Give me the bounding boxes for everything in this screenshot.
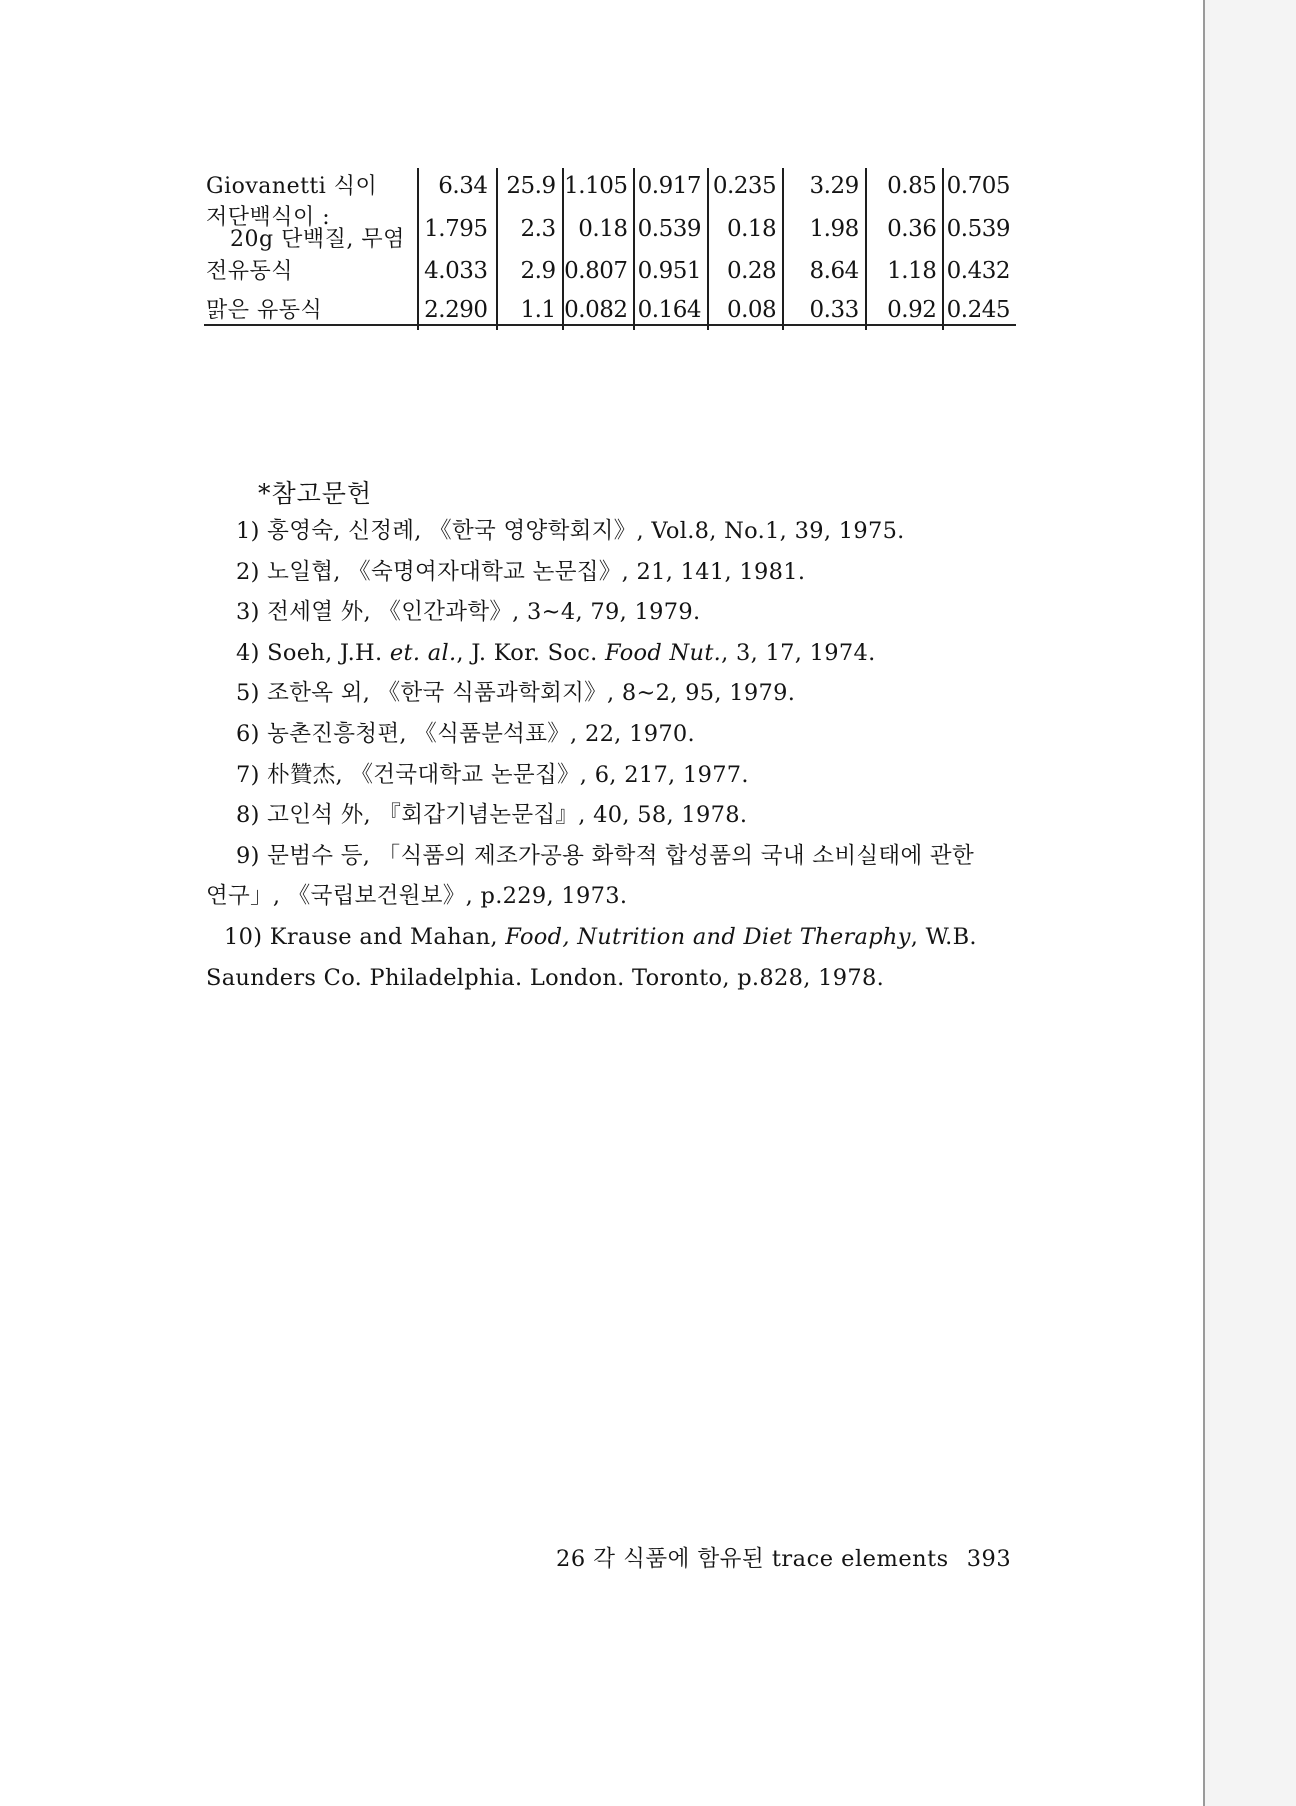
reference-number: 9) <box>236 842 260 869</box>
reference-text: 연구」, 《국립보건원보》, p.229, 1973. <box>206 883 628 910</box>
table-cell: 2.3 <box>497 205 563 253</box>
table-bottom-rule <box>204 324 1016 326</box>
reference-text-part: , W.B. <box>910 923 977 950</box>
trace-elements-table <box>206 168 1016 330</box>
table-cell: 1.105 <box>563 168 635 205</box>
table-cell: 0.18 <box>708 205 783 253</box>
table-cell: 6.34 <box>418 168 497 205</box>
row-label: 맑은 유동식 <box>206 297 323 323</box>
list-item-continuation <box>206 878 1026 919</box>
table-cell: 0.807 <box>563 253 635 290</box>
table-cell: 0.164 <box>634 290 708 330</box>
list-item <box>206 675 1026 716</box>
table-cell: 0.33 <box>783 290 866 330</box>
reference-text: 노일협, 《숙명여자대학교 논문집》, 21, 141, 1981. <box>267 558 806 585</box>
table-row <box>206 205 1016 253</box>
list-item-continuation <box>206 960 1026 1001</box>
running-title: 26 각 식품에 함유된 trace elements <box>556 1546 949 1572</box>
table-cell: 0.235 <box>708 168 783 205</box>
viewer-background <box>1205 0 1296 1806</box>
references-heading: *참고문헌 <box>258 479 373 508</box>
table-cell: 0.18 <box>563 205 635 253</box>
list-item <box>206 757 1026 798</box>
reference-number: 7) <box>236 761 260 788</box>
table-cell: 0.917 <box>634 168 708 205</box>
reference-journal-italic: Food Nut. <box>605 639 722 666</box>
reference-text: Saunders Co. Philadelphia. London. Toronto, p.828, 1978. <box>206 964 885 991</box>
list-item <box>206 594 1026 635</box>
table-cell: 0.951 <box>634 253 708 290</box>
reference-text: 농촌진흥청편, 《식품분석표》, 22, 1970. <box>267 720 695 747</box>
table-cell: 0.92 <box>866 290 944 330</box>
table-cell: 0.539 <box>634 205 708 253</box>
table-cell: 0.28 <box>708 253 783 290</box>
table-cell: 0.245 <box>946 296 1010 323</box>
table-cell: 0.432 <box>946 258 1010 284</box>
table-cell: 0.539 <box>946 215 1010 242</box>
table-cell: 1.18 <box>866 253 944 290</box>
reference-number: 5) <box>236 680 260 707</box>
table-cell: 0.705 <box>946 173 1010 199</box>
table-cell: 2.9 <box>497 253 563 290</box>
reference-text: 조한옥 외, 《한국 식품과학회지》, 8~2, 95, 1979. <box>267 680 796 707</box>
table-cell: 0.85 <box>866 168 944 205</box>
table-cell: 3.29 <box>783 168 866 205</box>
page-footer <box>556 1541 1011 1573</box>
reference-text-part: Krause and Mahan, <box>269 923 506 950</box>
reference-text: 朴贊杰, 《건국대학교 논문집》, 6, 217, 1977. <box>267 761 749 788</box>
list-item <box>206 554 1026 595</box>
reference-number: 3) <box>236 599 260 626</box>
row-label <box>206 205 418 253</box>
reference-text: 홍영숙, 신정례, 《한국 영양학회지》, Vol.8, No.1, 39, 1975. <box>267 518 905 544</box>
list-item <box>206 838 1026 879</box>
list-item <box>206 919 1026 960</box>
reference-list <box>206 513 1026 1000</box>
reference-number: 8) <box>236 802 260 829</box>
table-row <box>206 168 1016 205</box>
reference-number: 4) <box>236 639 260 666</box>
list-item <box>206 513 1026 554</box>
table-cell: 0.08 <box>708 290 783 330</box>
row-label-sub: 20g 단백질, 무염 <box>230 227 405 252</box>
reference-text-italic: et. al. <box>389 639 457 666</box>
table-cell: 1.1 <box>497 290 563 330</box>
reference-text-part: Soeh, J.H. <box>267 639 390 666</box>
reference-number: 2) <box>236 558 260 585</box>
row-label: Giovanetti 식이 <box>206 174 378 199</box>
table-row <box>206 253 1016 290</box>
table-cell: 25.9 <box>497 168 563 205</box>
reference-text: 문범수 등, 「식품의 제조가공용 화학적 합성품의 국내 소비실태에 관한 <box>267 842 975 869</box>
list-item <box>206 635 1026 676</box>
table-cell: 2.290 <box>418 290 497 330</box>
table-cell: 0.36 <box>866 205 944 253</box>
row-label-main: 저단백식이 : <box>206 205 331 230</box>
table-cell: 8.64 <box>783 253 866 290</box>
list-item <box>206 797 1026 838</box>
reference-number: 1) <box>236 518 260 544</box>
reference-text-part: , J. Kor. Soc. <box>456 639 606 666</box>
page-number: 393 <box>966 1546 1012 1572</box>
table-cell: 0.082 <box>563 290 635 330</box>
list-item <box>206 716 1026 757</box>
reference-text: 전세열 外, 《인간과학》, 3~4, 79, 1979. <box>267 599 701 626</box>
reference-title-italic: Food, Nutrition and Diet Theraphy <box>505 923 911 950</box>
row-label: 전유동식 <box>206 259 294 284</box>
table-cell: 1.98 <box>783 205 866 253</box>
reference-text: 고인석 外, 『회갑기념논문집』, 40, 58, 1978. <box>267 802 748 829</box>
reference-number: 10) <box>224 923 263 950</box>
table-cell: 4.033 <box>418 253 497 290</box>
reference-number: 6) <box>236 720 260 747</box>
reference-text-part: , 3, 17, 1974. <box>721 639 876 666</box>
table-cell: 1.795 <box>418 205 497 253</box>
